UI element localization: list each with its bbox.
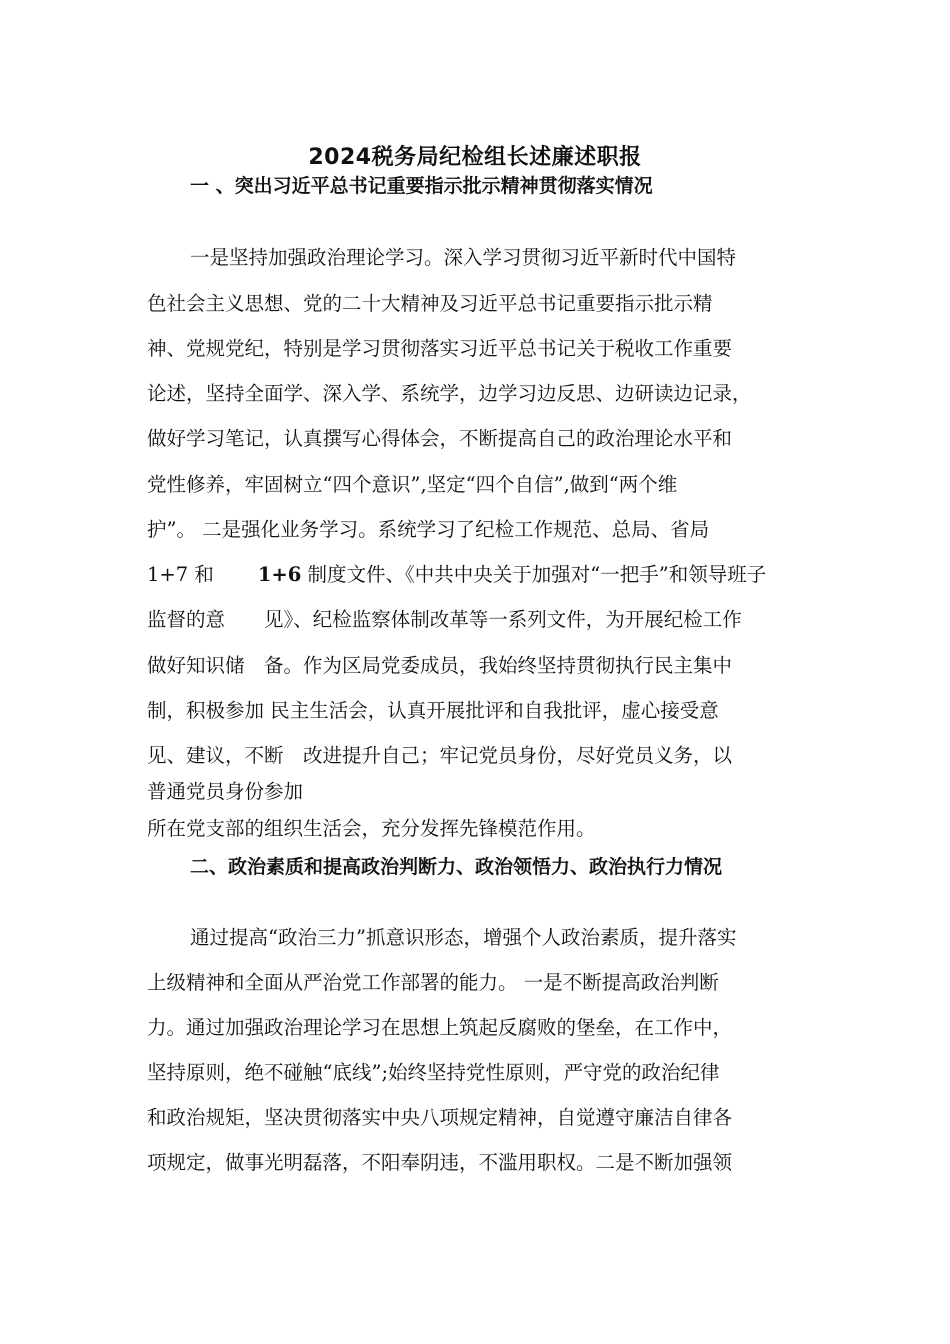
paragraph-line: 做好学习笔记，认真撰写心得体会，不断提高自己的政治理论水平和 — [147, 427, 733, 450]
paragraph-line: 通过提高“政治三力”抓意识形态，增强个人政治素质，提升落实 — [190, 926, 737, 949]
paragraph-line: 神、党规党纪，特别是学习贯彻落实习近平总书记关于税收工作重要 — [147, 337, 733, 360]
line-prefix: 1+7 和 — [147, 563, 214, 586]
paragraph-line — [147, 561, 766, 589]
section-heading-1: 一 、突出习近平总书记重要指示批示精神贯彻落实情况 — [190, 175, 653, 197]
line-prefix-bold: 1+6 — [257, 563, 302, 586]
paragraph-line: 制，积极参加 民主生活会，认真开展批评和自我批评，虚心接受意 — [147, 699, 719, 722]
paragraph-line: 力。通过加强政治理论学习在思想上筑起反腐败的堡垒，在工作中， — [147, 1016, 733, 1039]
paragraph-line: 项规定，做事光明磊落，不阳奉阴违，不滥用职权。二是不断加强领 — [147, 1151, 733, 1174]
paragraph-line: 一是坚持加强政治理论学习。深入学习贯彻习近平新时代中国特 — [190, 246, 737, 269]
paragraph-line: 所在党支部的组织生活会，充分发挥先锋模范作用。 — [147, 817, 596, 840]
paragraph-line: 和政治规矩，坚决贯彻落实中央八项规定精神，自觉遵守廉洁自律各 — [147, 1106, 733, 1129]
paragraph-line: 监督的意 见》、纪检监察体制改革等一系列文件，为开展纪检工作 — [147, 608, 742, 631]
document-title: 2024税务局纪检组长述廉述职报 — [308, 145, 642, 170]
paragraph-line: 见、建议，不断 改进提升自己；牢记党员身份，尽好党员义务，以 — [147, 744, 733, 767]
paragraph-line: 上级精神和全面从严治党工作部署的能力。 一是不断提高政治判断 — [147, 971, 719, 994]
paragraph-line: 色社会主义思想、党的二十大精神及习近平总书记重要指示批示精 — [147, 292, 713, 315]
paragraph-line: 普通党员身份参加 — [147, 780, 304, 803]
paragraph-line: 党性修养，牢固树立“四个意识”,坚定“四个自信”,做到“两个维 — [147, 473, 678, 496]
paragraph-line: 论述，坚持全面学、深入学、系统学，边学习边反思、边研读边记录， — [147, 382, 752, 405]
paragraph-line: 坚持原则，绝不碰触“底线”;始终坚持党性原则，严守党的政治纪律 — [147, 1061, 720, 1084]
section-heading-2: 二、政治素质和提高政治判断力、政治领悟力、政治执行力情况 — [190, 856, 723, 878]
line-text: 制度文件、《中共中央关于加强对“一把手”和领导班子 — [307, 563, 767, 586]
paragraph-line: 做好知识储 备。作为区局党委成员，我始终坚持贯彻执行民主集中 — [147, 654, 733, 677]
paragraph-line: 护”。 二是强化业务学习。系统学习了纪检工作规范、总局、省局 — [147, 518, 710, 541]
